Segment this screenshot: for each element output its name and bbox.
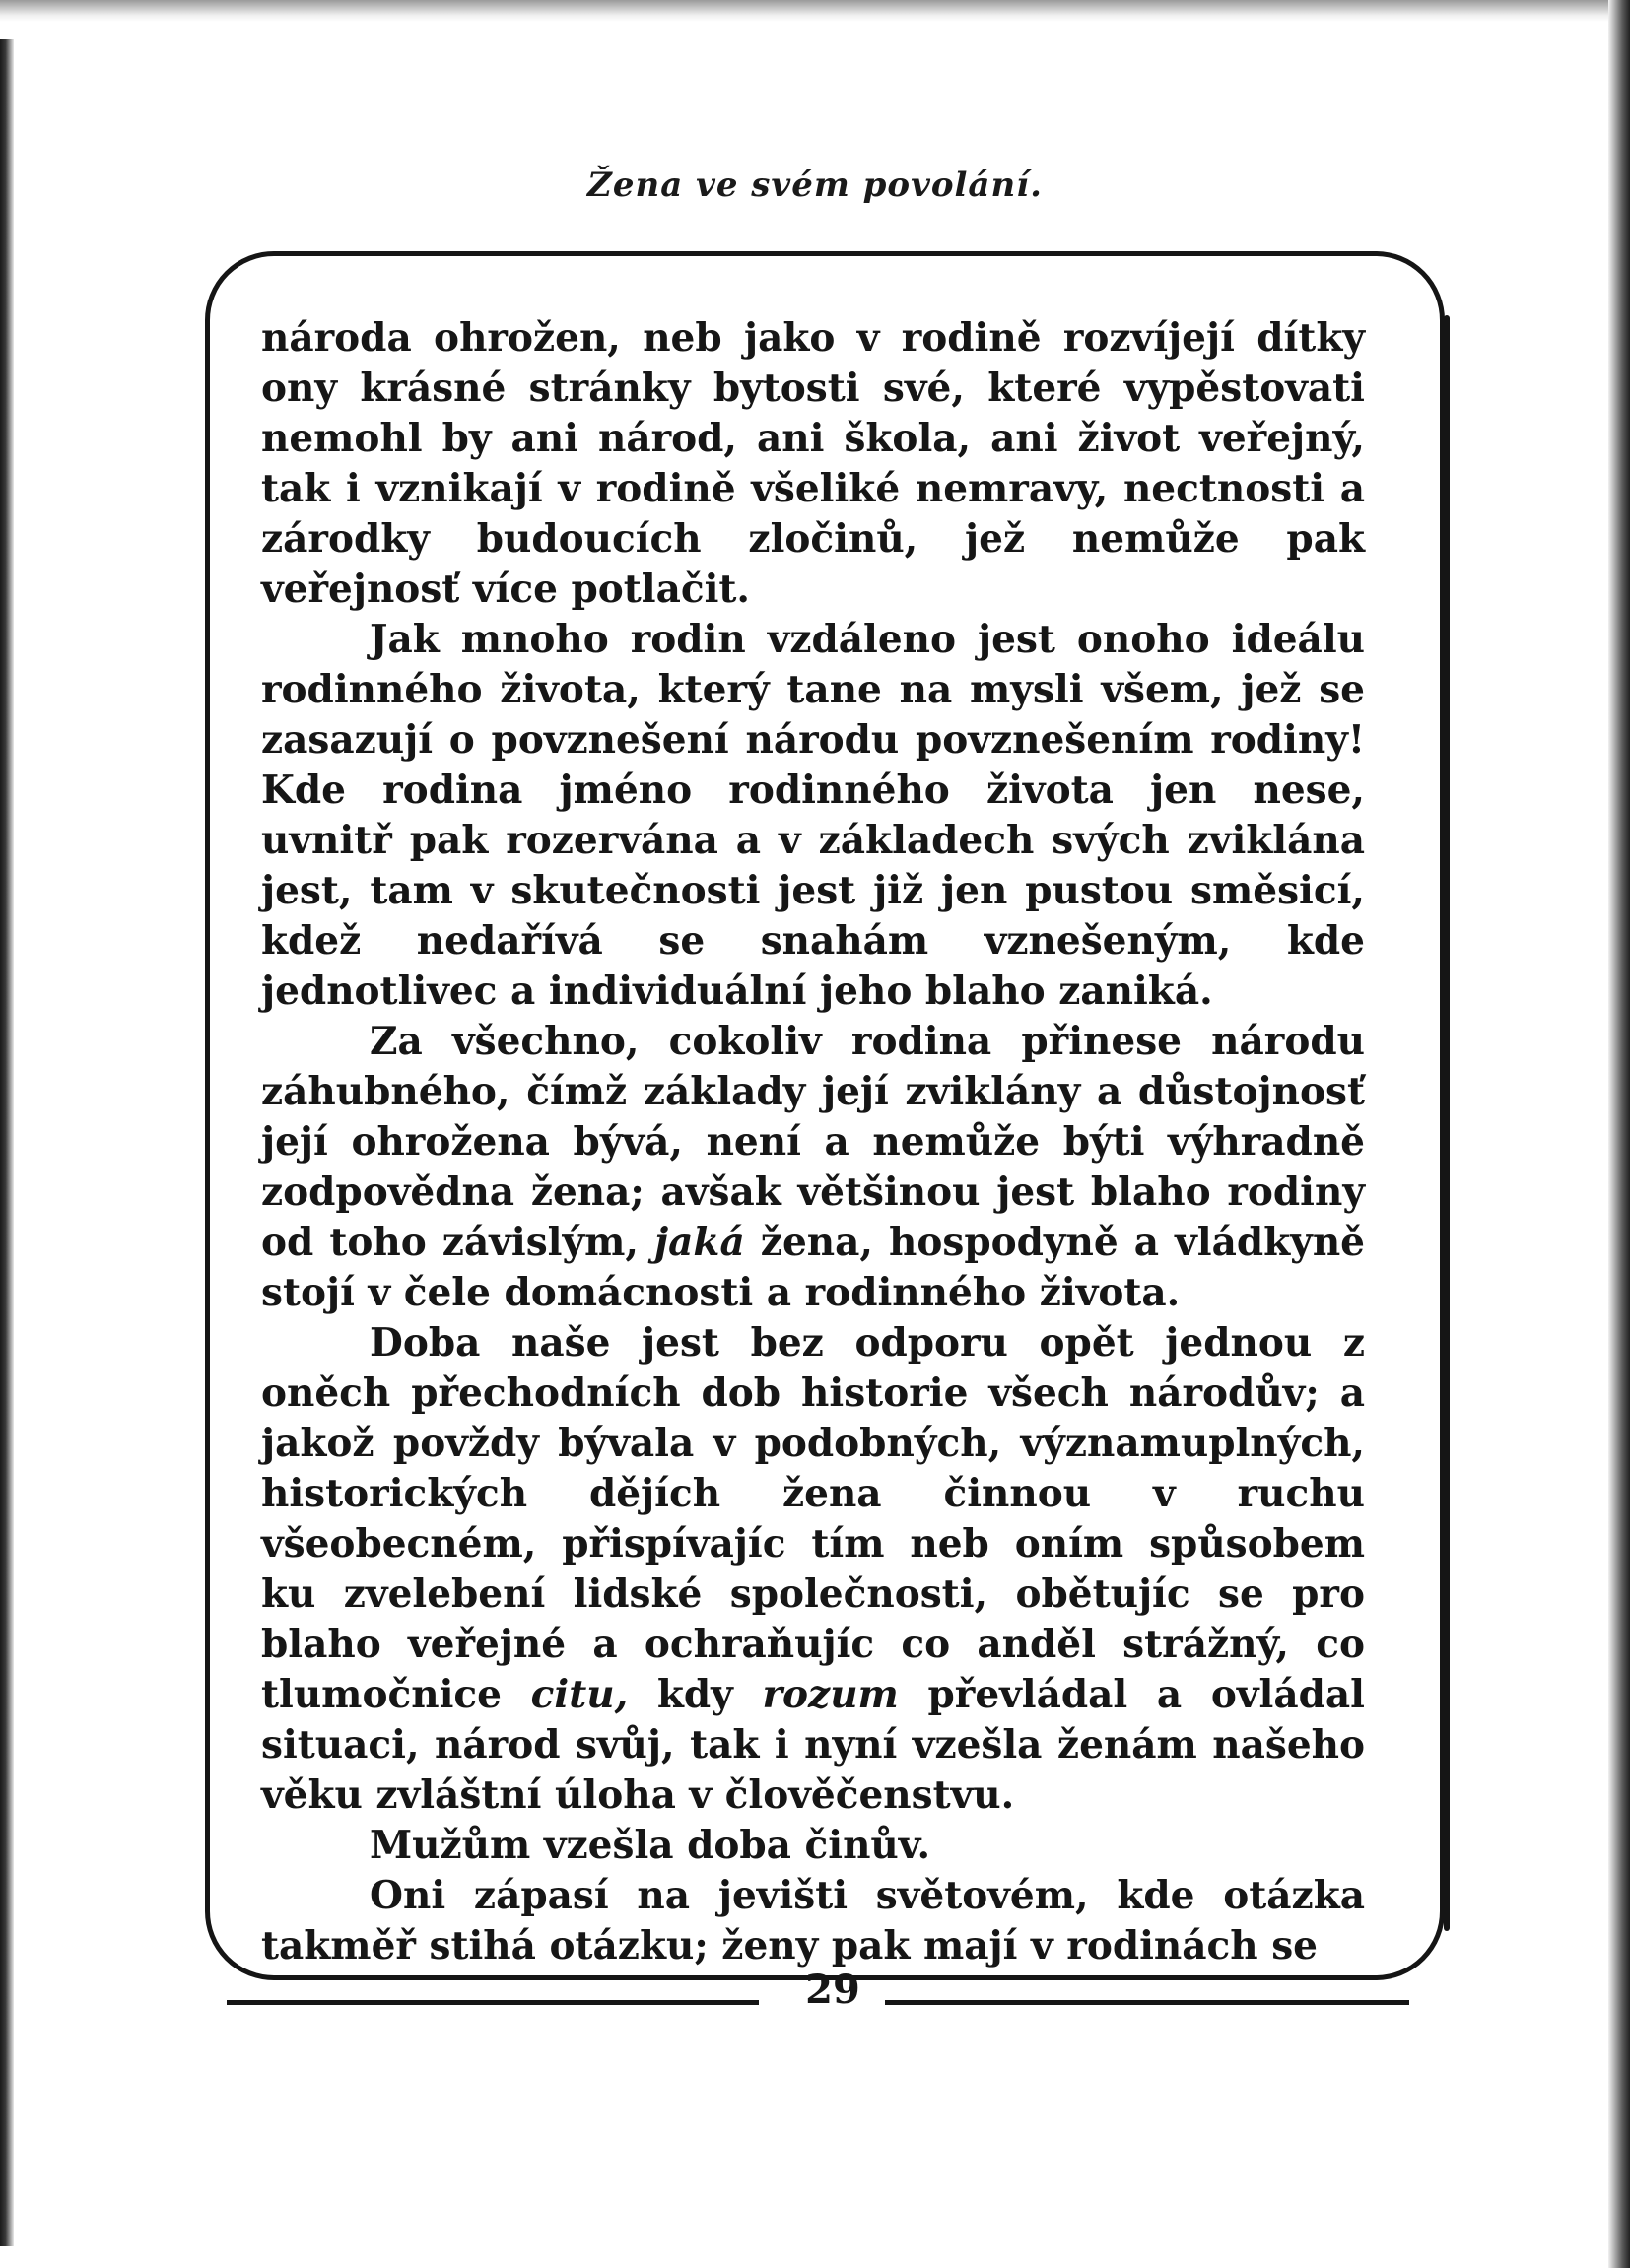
footer-rule-left [227, 2000, 759, 2005]
page-number: 29 [805, 1967, 860, 2013]
body-text [261, 313, 1365, 1971]
running-title: Žena ve svém povolání. [587, 166, 1043, 205]
emphasis-citu: citu, [530, 1672, 629, 1717]
paragraph-2: Jak mnoho rodin vzdáleno jest onoho ideálu rodinného života, který tane na mysli všem, jež se zasazují o povznešení národu povznešením rodiny! Kde rodina jméno rodinného života jen nese, uvnitř pak rozervána a v základech svých zviklána jest, tam v skutečnosti jest již jen pustou směsicí, kdež nedařívá se snahám vznešeným, kde jednotlivec a individuální jeho blaho zaniká. [261, 617, 1365, 1014]
emphasis-rozum: rozum [762, 1672, 899, 1717]
page-edge-left [0, 39, 14, 2246]
paragraph-3-start: Za všechno, cokoliv rodina přinese národu záhubného, čímž základy její zviklány a důstojnosť její ohrožena bývá, není a nemůže býti výhradně zodpovědna žena; avšak většinou jest blaho rodiny od toho závislým, [261, 1019, 1365, 1265]
paragraph-5: Mužům vzešla doba činův. [370, 1823, 931, 1868]
paragraph-6: Oni zápasí na jevišti světovém, kde otázka takměř stihá otázku; ženy pak mají v rodinách se [261, 1873, 1365, 1968]
footer-rule-right [885, 2000, 1409, 2005]
page-edge-top [0, 0, 1630, 22]
paragraph-3 [261, 1017, 1365, 1318]
paragraph-4-mid: kdy [656, 1672, 733, 1717]
page-footer [227, 1967, 1409, 2013]
paragraph-4-start: Doba naše jest bez odporu opět jednou z oněch přechodních dob historie všech národův; a jakož povždy bývala v podobných, významuplných, historických dějích žena činnou v ruchu všeobecném, přispívajíc tím neb oním spůsobem ku zvelebení lidské společnosti, obětujíc se pro blaho veřejné a ochraňujíc co anděl strážný, co tlumočnice [261, 1320, 1365, 1717]
paragraph-3-end: žena, hospodyně a vládkyně stojí v čele domácnosti a rodinného života. [261, 1220, 1365, 1315]
emphasis-jaka: jaká [654, 1220, 745, 1265]
page-edge-right [1608, 0, 1630, 2268]
paragraph-4-end: převládal a ovládal situaci, národ svůj, tak i nyní vzešla ženám našeho věku zvláštní úloha v člověčenstvu. [261, 1672, 1365, 1818]
paragraph-4 [261, 1318, 1365, 1821]
paragraph-1: národa ohrožen, neb jako v rodině rozvíjejí dítky ony krásné stránky bytosti své, které vypěstovati nemohl by ani národ, ani škola, ani život veřejný, tak i vznikají v rodině všeliké nemravy, nectnosti a zárodky budoucích zločinů, jež nemůže pak veřejnosť více potlačit. [261, 315, 1365, 612]
